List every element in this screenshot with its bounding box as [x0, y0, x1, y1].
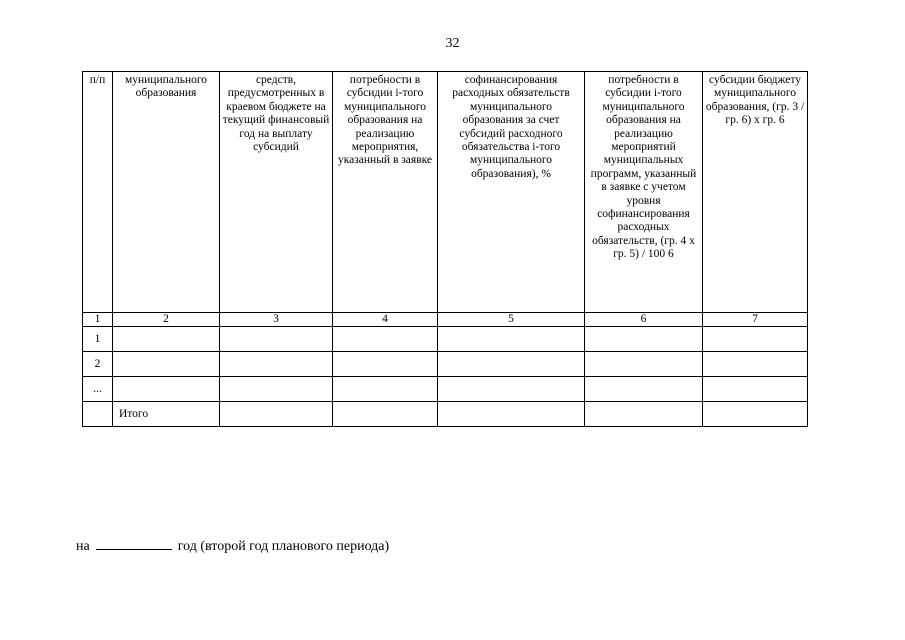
- table-row: [83, 327, 808, 352]
- row-number: 1: [83, 327, 113, 352]
- table-cell: [585, 377, 703, 402]
- table-cell: [585, 327, 703, 352]
- header-cell: средств, предусмотренных в краевом бюджете на текущий финансовый год на выплату субсидий: [220, 72, 333, 313]
- total-label: Итого: [113, 402, 220, 427]
- year-caption-prefix: на: [76, 539, 90, 554]
- table-cell: [585, 402, 703, 427]
- row-number: 2: [83, 352, 113, 377]
- row-number: [83, 402, 113, 427]
- table-cell: [703, 327, 808, 352]
- table-cell: [585, 352, 703, 377]
- subsidy-table: [82, 71, 808, 427]
- year-blank-line: [96, 537, 172, 550]
- table-row-total: [83, 402, 808, 427]
- table-cell: [333, 402, 438, 427]
- table-row: [83, 352, 808, 377]
- row-name: [113, 327, 220, 352]
- header-cell: п/п: [83, 72, 113, 313]
- table-cell: [333, 352, 438, 377]
- column-numbers-row: [83, 313, 808, 327]
- page-number: 32: [445, 36, 460, 51]
- column-number: 7: [703, 313, 808, 327]
- header-cell: субсидии бюджету муниципального образования, (гр. 3 / гр. 6) x гр. 6: [703, 72, 808, 313]
- table-cell: [703, 377, 808, 402]
- header-cell: муниципального образования: [113, 72, 220, 313]
- column-number: 4: [333, 313, 438, 327]
- year-caption-suffix: год (второй год планового периода): [177, 539, 390, 554]
- table-cell: [220, 377, 333, 402]
- table-cell: [703, 402, 808, 427]
- table-cell: [220, 402, 333, 427]
- year-caption: [76, 537, 389, 555]
- table-cell: [438, 402, 585, 427]
- table-cell: [438, 352, 585, 377]
- row-name: [113, 377, 220, 402]
- column-number: 6: [585, 313, 703, 327]
- table-cell: [220, 327, 333, 352]
- row-name: [113, 352, 220, 377]
- column-number: 2: [113, 313, 220, 327]
- table-cell: [220, 352, 333, 377]
- column-number: 5: [438, 313, 585, 327]
- column-number: 3: [220, 313, 333, 327]
- header-cell: потребности в субсидии i-того муниципального образования на реализацию мероприятий муниципальных программ, указанный в заявке с учетом уровня софинансирования расходных обязательств, (гр. 4 x гр. 5) / 100 6: [585, 72, 703, 313]
- header-cell: потребности в субсидии i-того муниципального образования на реализацию мероприятия, указанный в заявке: [333, 72, 438, 313]
- table-cell: [333, 327, 438, 352]
- table-header-row: [83, 72, 808, 313]
- row-number: ...: [83, 377, 113, 402]
- header-cell: софинансирования расходных обязательств муниципального образования за счет субсидий расходного обязательства i-того муниципального образования), %: [438, 72, 585, 313]
- column-number: 1: [83, 313, 113, 327]
- table-cell: [333, 377, 438, 402]
- table-cell: [438, 377, 585, 402]
- table-cell: [438, 327, 585, 352]
- table-cell: [703, 352, 808, 377]
- table-row: [83, 377, 808, 402]
